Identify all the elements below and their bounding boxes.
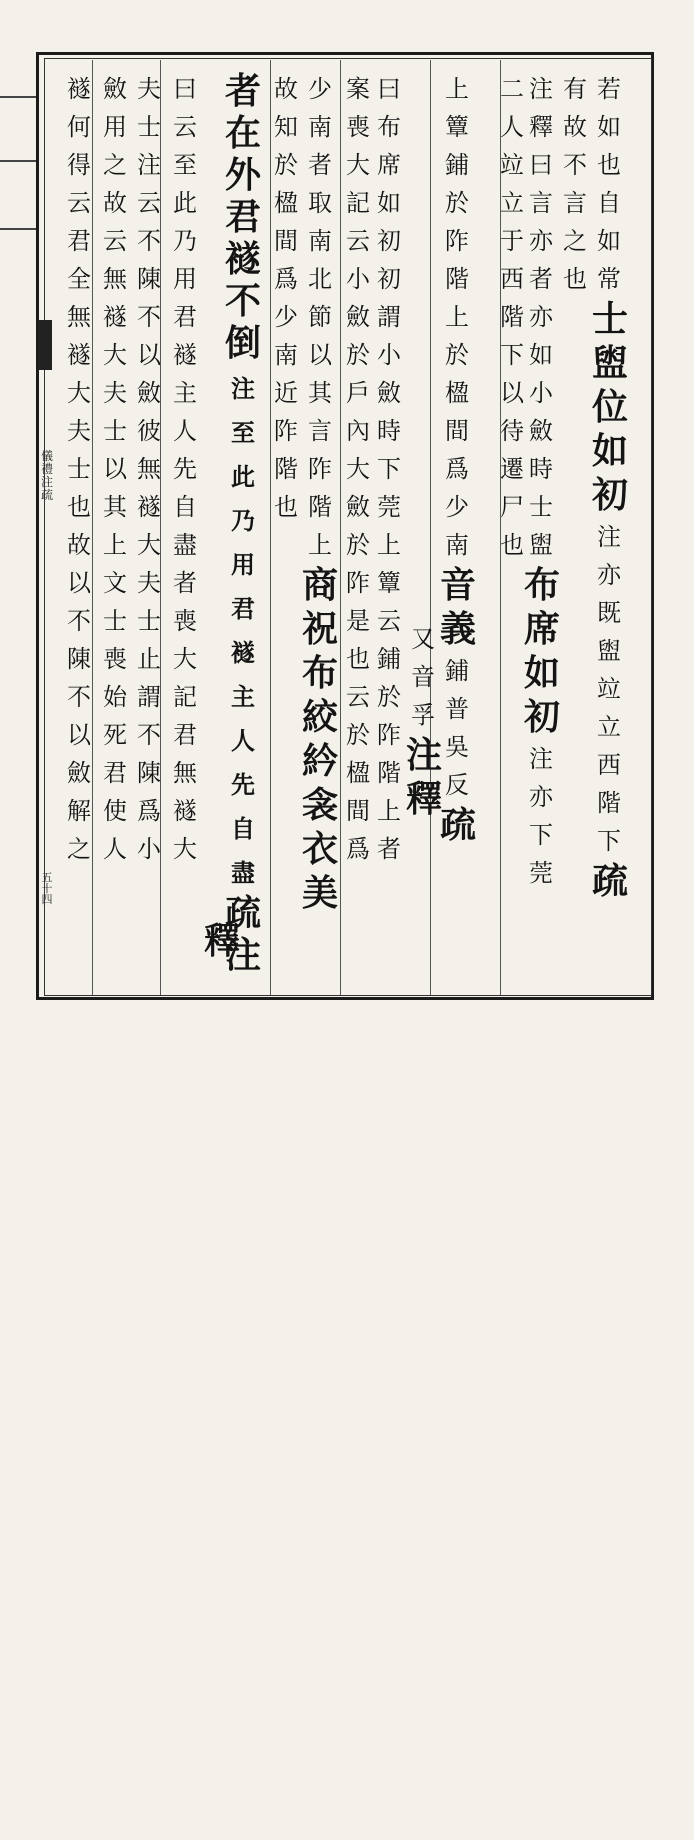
column-text: 曰云至此乃用君襚主人先自盡者喪大記君無襚大	[173, 75, 197, 863]
text-column-7	[372, 70, 406, 990]
column-heading: 者在外君襚不倒	[224, 70, 261, 364]
text-column-6	[406, 620, 443, 1540]
column-note: 注亦下莞	[529, 745, 553, 887]
column-heading: 商祝布絞紟衾衣美	[301, 564, 338, 914]
column-note: 又音孚	[411, 625, 435, 729]
column-text: 夫士注云不陳不以斂彼無襚大夫士止謂不陳爲小	[137, 75, 161, 863]
column-heading: 疏注	[224, 892, 261, 976]
column-text: 若如也自如常	[597, 75, 621, 293]
column-text: 襚何得云君全無襚大夫士也故以不陳不以斂解之	[67, 75, 91, 863]
column-note: 注亦既盥竝立西階下	[597, 523, 621, 855]
text-column-9	[300, 70, 340, 990]
column-text: 注釋曰言亦者亦如小斂時士盥	[529, 75, 553, 559]
text-column-16	[62, 70, 96, 990]
column-heading: 疏	[592, 860, 629, 902]
column-text: 案喪大記云小斂於戶內大斂於阼是也云於楹間爲	[346, 75, 370, 863]
column-text: 注至此乃用君襚主人先自盡	[231, 374, 255, 887]
margin-block	[38, 320, 52, 370]
margin-title: 儀禮注疏	[40, 449, 53, 502]
column-text: 曰布席如初初謂小斂時下莞上簟云鋪於阼階上者	[377, 75, 401, 863]
text-column-2	[558, 70, 592, 990]
text-column-4	[500, 70, 524, 990]
column-text: 少南者取南北節以其言阼階上	[308, 75, 332, 559]
text-column-10	[272, 70, 300, 990]
column-heading: 布席如初	[524, 564, 561, 738]
column-text: 上簟鋪於阼階上於楹間爲少南	[445, 75, 469, 559]
margin-tick	[0, 96, 36, 98]
column-text: 有故不言之也	[563, 75, 587, 293]
text-column-14	[132, 70, 166, 990]
text-column-12	[204, 920, 241, 1840]
text-column-5	[440, 70, 477, 990]
line-separator	[340, 60, 341, 995]
text-column-3	[524, 70, 561, 990]
column-text: 二人竝立于西階下以待遷尸也	[500, 75, 524, 559]
line-separator	[270, 60, 271, 995]
text-column-15	[98, 70, 132, 990]
column-heading: 士盥位如初	[592, 298, 629, 516]
text-column-1	[592, 70, 629, 990]
text-column-13	[168, 70, 202, 990]
column-text: 斂用之故云無襚大夫士以其上文士喪始死君使人	[103, 75, 127, 863]
margin-tick	[0, 228, 36, 230]
column-heading: 釋	[204, 920, 241, 962]
column-note: 鋪普吳反	[445, 657, 469, 799]
page-number: 五十四	[41, 871, 53, 906]
margin-tick	[0, 160, 36, 162]
column-text: 故知於楹間爲少南近阼階也	[274, 75, 298, 521]
text-column-11	[222, 70, 264, 990]
column-heading: 音義	[440, 564, 477, 650]
column-heading: 注釋	[406, 734, 443, 820]
text-column-8	[344, 70, 372, 990]
column-heading: 疏	[440, 804, 477, 846]
